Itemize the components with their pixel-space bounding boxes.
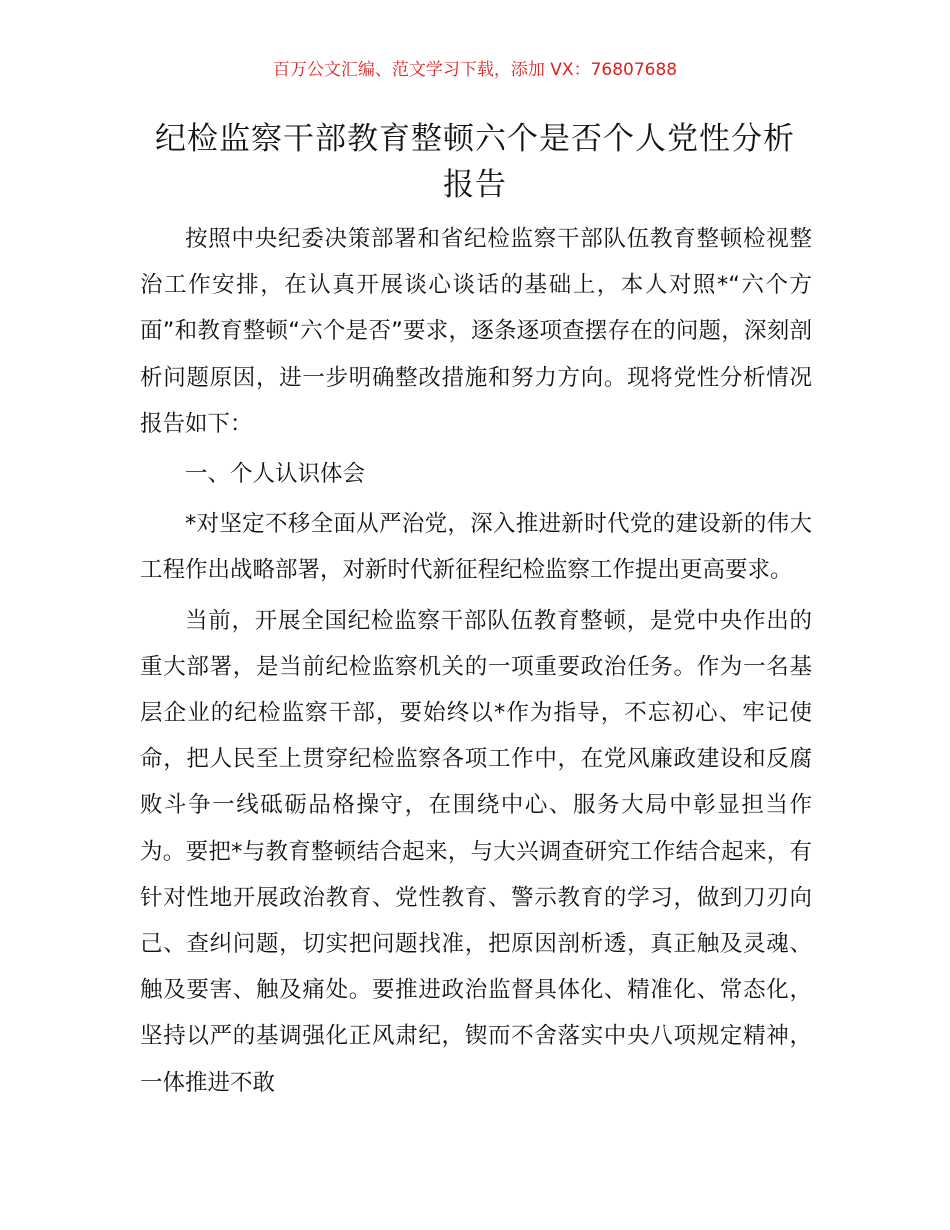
header-contact-note: 百万公文汇编、范文学习下载，添加 VX：76807688: [272, 60, 678, 80]
document-title: 纪检监察干部教育整顿六个是否个人党性分析报告: [155, 121, 795, 203]
body-paragraph: *对坚定不移全面从严治党，深入推进新时代党的建设新的伟大工程作出战略部署，对新时代新征程纪检监察工作提出更高要求。: [140, 511, 812, 584]
document-body: [140, 216, 812, 1110]
body-paragraph: 当前，开展全国纪检监察干部队伍教育整顿，是党中央作出的重大部署，是当前纪检监察机关的一项重要政治任务。作为一名基层企业的纪检监察干部，要始终以*作为指导，不忘初心、牢记使命，把人民至上贯穿纪检监察各项工作中，在党风廉政建设和反腐败斗争一线砥砺品格操守，在围绕中心、服务大局中彰显担当作为。要把*与教育整顿结合起来，与大兴调查研究工作结合起来，有针对性地开展政治教育、党性教育、警示教育的学习，做到刀刃向己、查纠问题，切实把问题找准，把原因剖析透，真正触及灵魂、触及要害、触及痛处。要推进政治监督具体化、精准化、常态化，坚持以严的基调强化正风肃纪，锲而不舍落实中央八项规定精神，一体推进不敢: [140, 607, 812, 1096]
intro-paragraph: 按照中央纪委决策部署和省纪检监察干部队伍教育整顿检视整治工作安排，在认真开展谈心谈话的基础上，本人对照*“六个方面”和教育整顿“六个是否”要求，逐条逐项查摆存在的问题，深刻剖析问题原因，进一步明确整改措施和努力方向。现将党性分析情况报告如下：: [140, 226, 812, 437]
section-heading: 一、个人认识体会: [185, 461, 366, 488]
